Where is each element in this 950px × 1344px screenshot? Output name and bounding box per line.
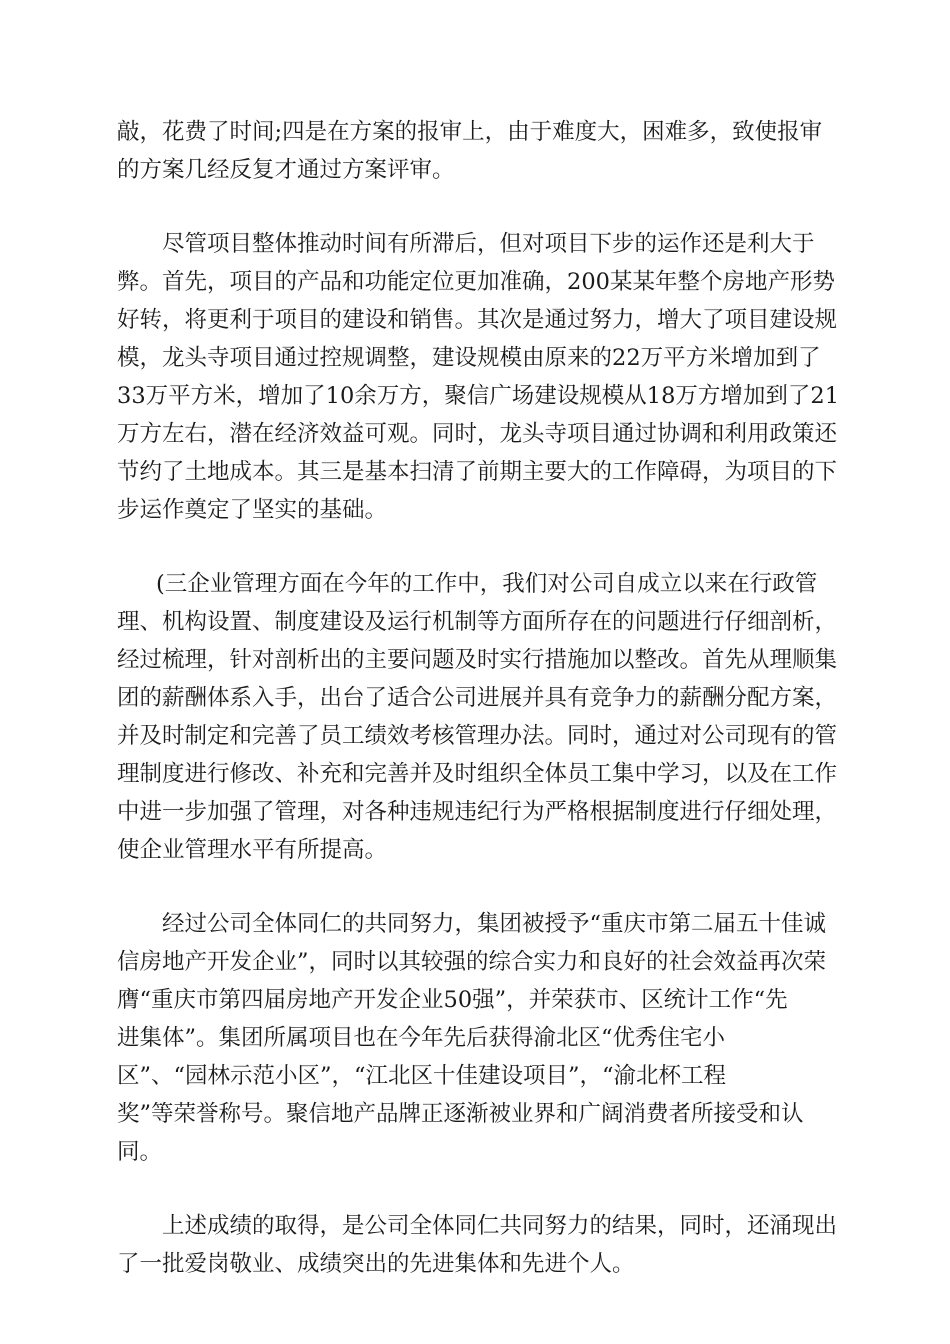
- paragraph-first-line: 上述成绩的取得，是公司全体同仁共同努力的结果，同时，还涌现出: [162, 1213, 838, 1239]
- text-line: 使企业管理水平有所提高。: [117, 837, 388, 863]
- text-line: 节约了土地成本。其三是基本扫清了前期主要大的工作障碍，为项目的下: [117, 459, 838, 485]
- paragraph-first-line: (三企业管理方面在今年的工作中，我们对公司自成立以来在行政管: [156, 571, 818, 597]
- paragraph-first-line: 经过公司全体同仁的共同努力，集团被授予“重庆市第二届五十佳诚: [162, 911, 827, 937]
- text-line: 33万平方米，增加了10余万方，聚信广场建设规模从18万方增加到了21: [117, 383, 840, 409]
- text-line: 弊。首先，项目的产品和功能定位更加准确，200某某年整个房地产形势: [117, 269, 835, 295]
- text-line: 中进一步加强了管理，对各种违规违纪行为严格根据制度进行仔细处理，: [117, 799, 838, 825]
- text-line: 理制度进行修改、补充和完善并及时组织全体员工集中学习，以及在工作: [117, 761, 838, 787]
- text-line: 奖”等荣誉称号。聚信地产品牌正逐渐被业界和广阔消费者所接受和认: [117, 1101, 804, 1127]
- text-line: 团的薪酬体系入手，出台了适合公司进展并具有竞争力的薪酬分配方案，: [117, 685, 838, 711]
- text-line: 了一批爱岗敬业、成绩突出的先进集体和先进个人。: [117, 1251, 635, 1277]
- text-line: 膺“重庆市第四届房地产开发企业50强”，并荣获市、区统计工作“先: [117, 987, 788, 1013]
- text-line: 敲，花费了时间;四是在方案的报审上，由于难度大，困难多，致使报审: [117, 119, 823, 145]
- text-line: 区”、“园林示范小区”，“江北区十佳建设项目”，“渝北杯工程: [117, 1063, 727, 1089]
- text-line: 理、机构设置、制度建设及运行机制等方面所存在的问题进行仔细剖析，: [117, 609, 838, 635]
- text-line: 步运作奠定了坚实的基础。: [117, 497, 388, 523]
- text-line: 同。: [117, 1139, 163, 1165]
- text-line: 并及时制定和完善了员工绩效考核管理办法。同时，通过对公司现有的管: [117, 723, 838, 749]
- text-line: 模，龙头寺项目通过控规调整，建设规模由原来的22万平方米增加到了: [117, 345, 821, 371]
- text-line: 的方案几经反复才通过方案评审。: [117, 157, 455, 183]
- text-line: 万方左右，潜在经济效益可观。同时，龙头寺项目通过协调和利用政策还: [117, 421, 838, 447]
- text-line: 进集体”。集团所属项目也在今年先后获得渝北区“优秀住宅小: [117, 1025, 726, 1051]
- paragraph-first-line: 尽管项目整体推动时间有所滞后，但对项目下步的运作还是利大于: [162, 231, 815, 257]
- text-line: 好转，将更利于项目的建设和销售。其次是通过努力，增大了项目建设规: [117, 307, 838, 333]
- text-line: 经过梳理，针对剖析出的主要问题及时实行措施加以整改。首先从理顺集: [117, 647, 838, 673]
- text-line: 信房地产开发企业”，同时以其较强的综合实力和良好的社会效益再次荣: [117, 949, 827, 975]
